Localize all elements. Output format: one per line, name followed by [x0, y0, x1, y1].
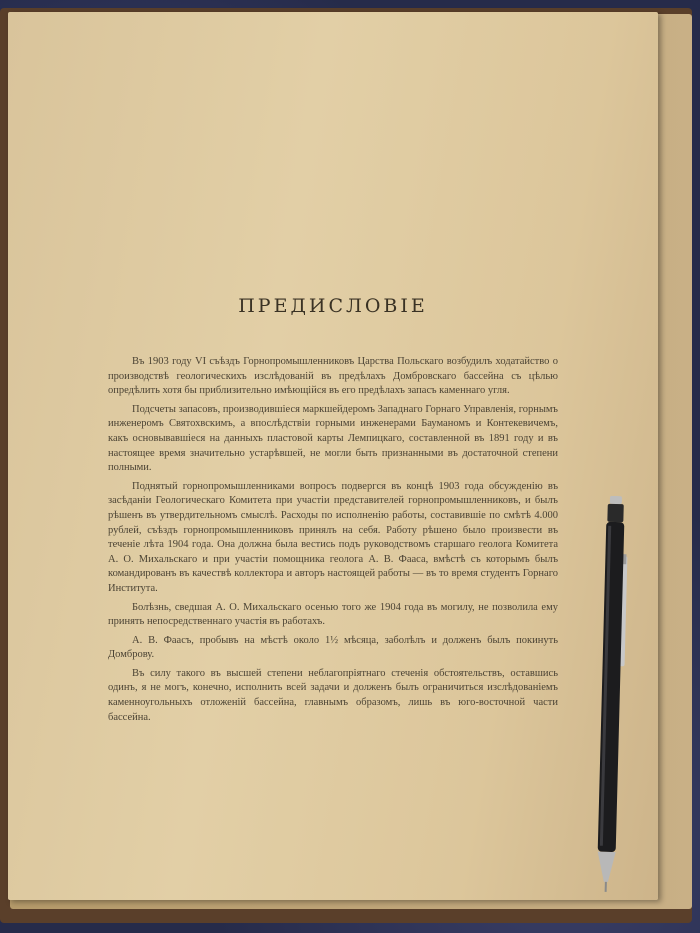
paragraph: Подсчеты запасовъ, производившіеся маркшейдеромъ Западнаго Горнаго Управленія, горнымъ инженеромъ Святохвскимъ, а впослѣдствіи горными инженерами Бауманомъ и Контекевичемъ, какъ основывавшіеся на данныхъ пластовой карты Лемпицкаго, составленной въ 1891 году и въ настоящее время значительно устарѣвшей, не могли быть признанными въ достаточной степени полными. — [108, 403, 558, 474]
page-title: ПРЕДИСЛОВІЕ — [238, 295, 428, 317]
paragraph: Въ силу такого въ высшей степени неблагопріятнаго стеченія обстоятельствъ, оставшись одинъ, я не могъ, конечно, исполнить всей задачи и долженъ былъ ограничиться изслѣдованіемъ каменноугольныхъ отложеній бассейна, главнымъ образомъ, лишь въ юго-восточной части бассейна. — [108, 667, 558, 723]
paragraph: Поднятый горнопромышленниками вопросъ подвергся въ концѣ 1903 года обсужденію въ засѣданіи Геологическаго Комитета при участіи представителей горнопромышленниковъ, и былъ рѣшенъ въ утвердительномъ смыслѣ. Расходы по исполненію работы, составившіе по смѣтѣ 4.000 рублей, съѣздъ горнопромышленниковъ принялъ на себя. Работу рѣшено было произвести въ теченіе лѣта 1904 года. Она должна была вестись подъ руководствомъ старшаго геолога Комитета А. О. Михальскаго и при участіи помощника геолога А. В. Фааса, вмѣстѣ съ которымъ былъ командированъ въ качествѣ коллектора и авторъ настоящей работы — въ то время студентъ Горнаго Института. — [108, 480, 558, 594]
paragraph: А. В. Фаасъ, пробывъ на мѣстѣ около 1½ мѣсяца, заболѣлъ и долженъ былъ покинуть Домброву. — [108, 634, 558, 661]
paragraph: Въ 1903 году VI съѣздъ Горнопромышленниковъ Царства Польскаго возбудилъ ходатайство о производствѣ геологическихъ изслѣдованій въ предѣлахъ Домбровскаго бассейна съ цѣлью опредѣлить хотя бы приблизительно имѣющійся въ его предѣлахъ запасъ каменнаго угля. — [108, 356, 558, 397]
book-page — [8, 12, 658, 900]
preface-text — [108, 355, 558, 729]
paragraph: Болѣзнь, сведшая А. О. Михальскаго осенью того же 1904 года въ могилу, не позволила ему принять непосредственнаго участія въ работахъ. — [108, 601, 558, 628]
